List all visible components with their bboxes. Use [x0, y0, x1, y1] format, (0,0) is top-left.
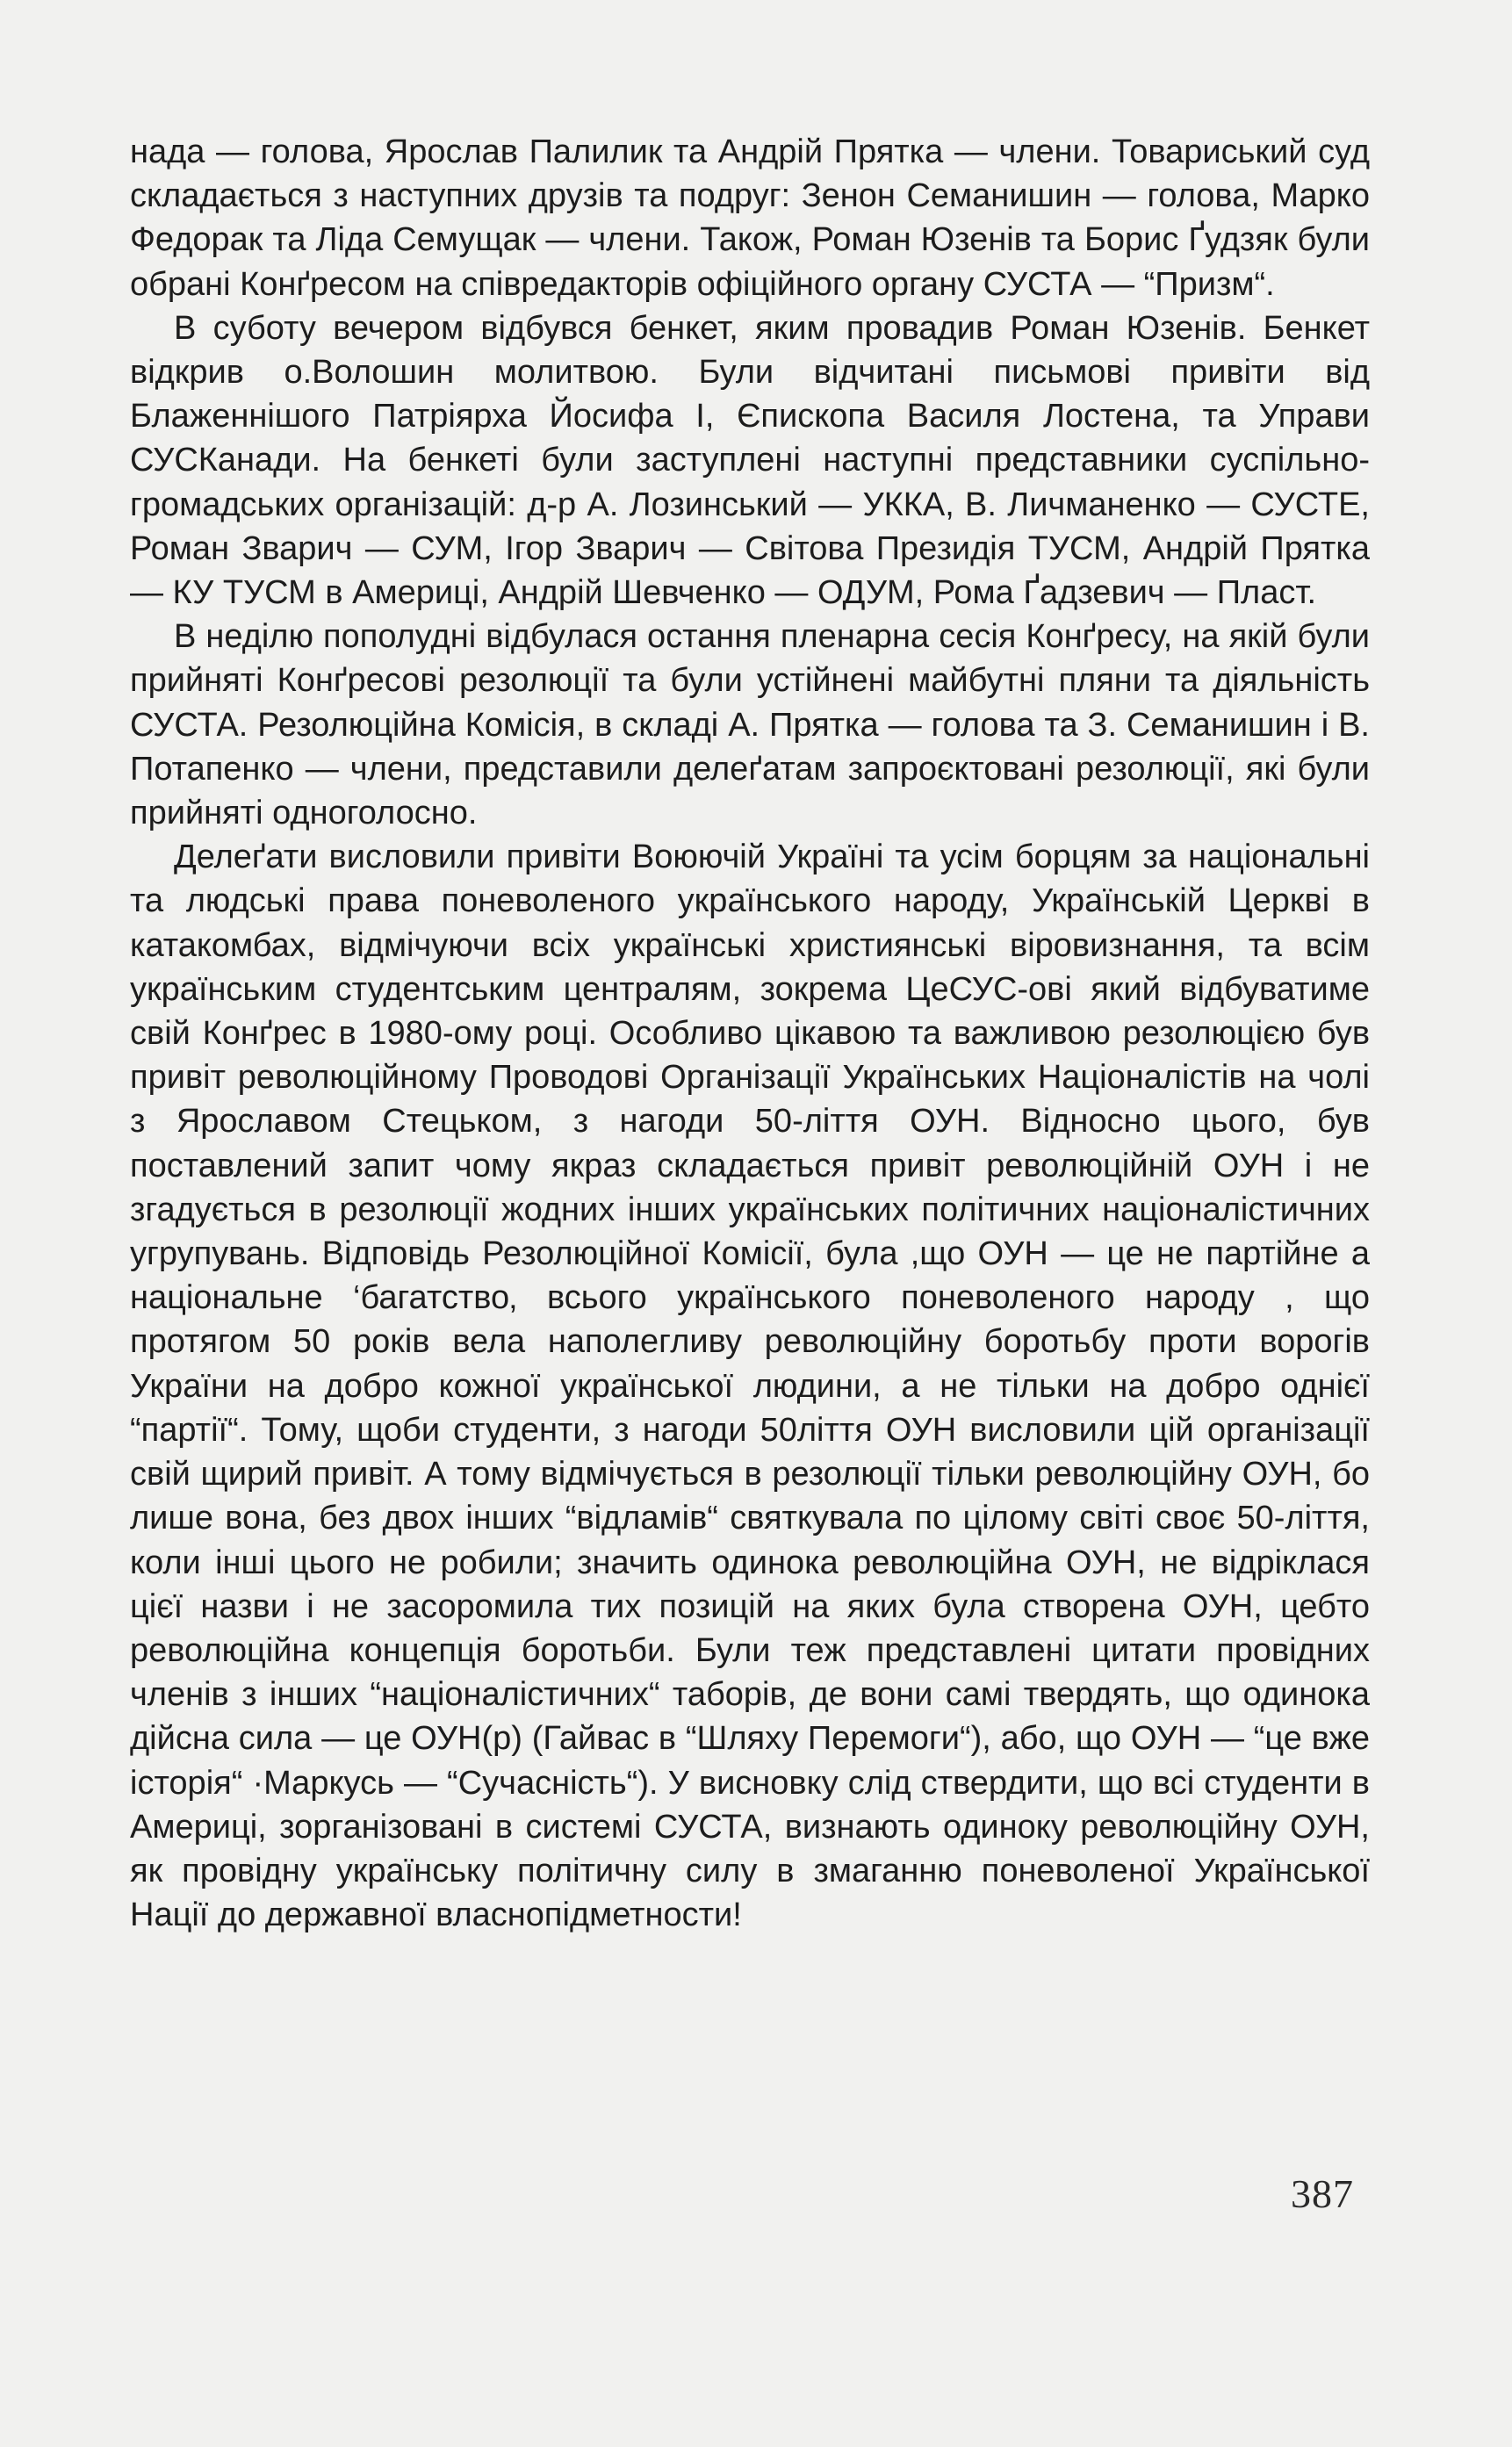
paragraph-4: Делеґати висловили привіти Воюючій Україні та усім борцям за національні та людські права поневоленого українського народу, Українській Церкві в катакомбах, відмічуючи всіх українські християнські віровизнання, та всім українським студентським централям, зокрема ЦеСУС-ові який відбуватиме свій Конґрес в 1980-ому році. Особливо цікавою та важливою резолюцією був привіт революційному Проводові Організації Українських Націоналістів на чолі з Ярославом Стецьком, з нагоди 50-ліття ОУН. Відносно цього, був поставлений запит чому якраз складається привіт революційній ОУН і не згадується в резолюції жодних інших українських політичних націоналістичних угрупувань. Відповідь Резолюційної Комісії, була ,що ОУН — це не партійне а національне ‘багатство‚ всього українського поневоленого народу , що протягом 50 років вела наполегливу революційну боротьбу проти ворогів України на добро кожної української людини, а не тільки на добро однієї “партії“. Тому, щоби студенти, з нагоди 50ліття ОУН висловили цій організації свій щирий привіт. А тому відмічується в резолюції тільки революційну ОУН, бо лише вона, без двох інших “відламів“ святкувала по цілому світі своє 50-ліття, коли інші цього не робили; значить одинока революційна ОУН, не відріклася цієї назви і не засоромила тих позицій на яких була створена ОУН, цебто революційна концепція боротьби. Були теж представлені цитати провідних членів з інших “націоналістичних“ таборів, де вони самі твердять, що одинока дійсна сила — це ОУН(р) (Гайвас в “Шляху Перемоги“), або, що ОУН — “це вже історія“ ·Маркусь — “Сучасність“). У висновку слід ствердити, що всі студенти в Америці, зорганізовані в системі СУСТА, визнають одиноку революційну ОУН, як провідну українську політичну силу в змаганню поневоленої Української Нації до державної власнопідметности!: [130, 838, 1370, 1934]
article-text: [130, 130, 1370, 1937]
paragraph-1: нада — голова, Ярослав Палилик та Андрій Прятка — члени. Товариський суд складається з наступних друзів та подруг: Зенон Семанишин — голова, Марко Федорак та Ліда Семущак — члени. Також, Роман Юзенів та Борис Ґудзяк були обрані Конґресом на співредакторів офіційного органу СУСТА — “Призм“.: [130, 133, 1370, 303]
page-number: 387: [1291, 2171, 1354, 2216]
paragraph-3: В неділю пополудні відбулася остання пленарна сесія Конґресу, на якій були прийняті Конґресові резолюції та були устійнені майбутні пляни та діяльність СУСТА. Резолюційна Комісія, в складі А. Прятка — голова та З. Семанишин і В. Потапенко — члени, представили делеґатам запроєктовані резолюції, які були прийняті одноголосно.: [130, 618, 1370, 832]
paragraph-2: В суботу вечером відбувся бенкет, яким провадив Роман Юзенів. Бенкет відкрив о.Волошин молитвою. Були відчитані письмові привіти від Блаженнішого Патріярха Йосифа І, Єпископа Василя Лостена, та Управи СУСКанади. На бенкеті були заступлені наступні представники суспільно-громадських організацій: д-р А. Лозинський — УККА, В. Личманенко — СУСТЕ, Роман Зварич — СУМ, Ігор Зварич — Світова Президія ТУСМ, Андрій Прятка — КУ ТУСМ в Америці, Андрій Шевченко — ОДУМ, Рома Ґадзевич — Пласт.: [130, 309, 1370, 612]
